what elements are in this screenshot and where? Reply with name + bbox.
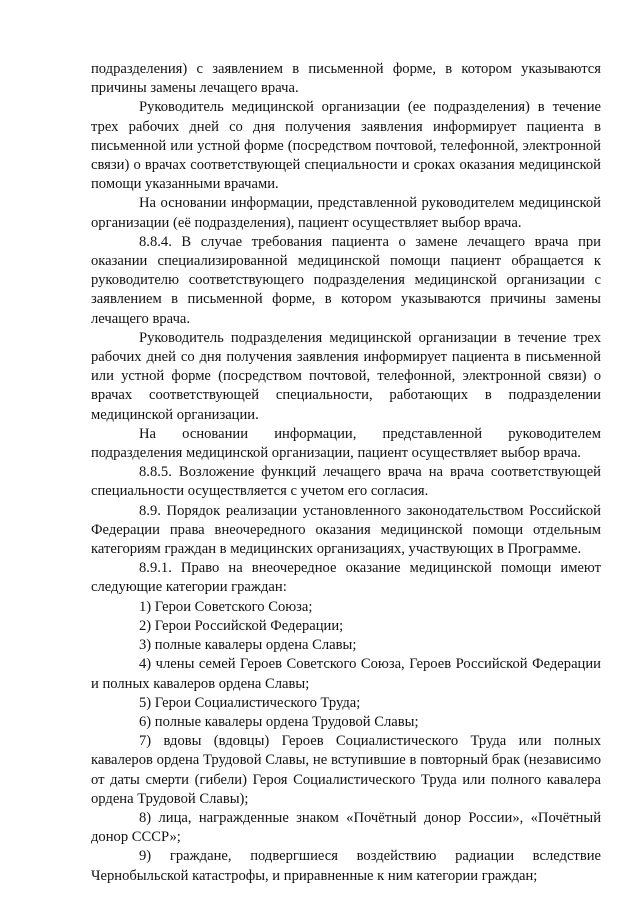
paragraph-subdivision-head-informs: Руководитель подразделения медицинской организации в течение трех рабочих дней со дня получения заявления информирует пациента в письменной или устной форме (посредством почтовой, телефонной, электронной связи) о врачах соответствующей специальности, работающих в подразделении медицинской организации. — [91, 329, 601, 423]
list-item-2: 2) Герои Российской Федерации; — [139, 617, 344, 634]
paragraph-choice-of-doctor: На основании информации, представленной руководителем медицинской организации (её подразделения), пациент осуществляет выбор врача. — [91, 195, 601, 231]
paragraph-subdivision-choice: На основании информации, представленной руководителем подразделения медицинской организации, пациент осуществляет выбор врача. — [91, 425, 601, 462]
paragraph-8-9: 8.9. Порядок реализации установленного законодательством Российской Федерации права внеочередного оказания медицинской помощи отдельным категориям граждан в медицинских организациях, участвующих в Программе. — [91, 502, 601, 558]
paragraph-continuation: подразделения) с заявлением в письменной форме, в котором указываются причины замены лечащего врача. — [91, 61, 601, 97]
list-item-1: 1) Герои Советского Союза; — [139, 598, 313, 615]
list-item-6: 6) полные кавалеры ордена Трудовой Славы; — [139, 713, 419, 730]
document-page — [91, 60, 601, 886]
list-item-4: 4) члены семей Героев Советского Союза, Героев Российской Федерации и полных кавалеров ордена Славы; — [91, 656, 601, 692]
list-item-5: 5) Герои Социалистического Труда; — [139, 694, 361, 711]
list-item-7: 7) вдовы (вдовцы) Героев Социалистического Труда или полных кавалеров ордена Трудовой Славы, не вступившие в повторный брак (независимо от даты смерти (гибели) Героя Социалистического Труда или полного кавалера ордена Трудовой Славы); — [91, 733, 601, 807]
paragraph-8-8-5: 8.8.5. Возложение функций лечащего врача на врача соответствующей специальности осуществляется с учетом его согласия. — [91, 464, 601, 500]
list-item-8: 8) лица, награжденные знаком «Почётный донор России», «Почётный донор СССР»; — [91, 809, 601, 846]
list-item-3: 3) полные кавалеры ордена Славы; — [139, 637, 357, 654]
paragraph-8-9-1: 8.9.1. Право на внеочередное оказание медицинской помощи имеют следующие категории граждан: — [91, 560, 601, 596]
list-item-9: 9) граждане, подвергшиеся воздействию радиации вследствие Чернобыльской катастрофы, и приравненные к ним категории граждан; — [91, 848, 601, 884]
paragraph-head-informs: Руководитель медицинской организации (ее подразделения) в течение трех рабочих дней со дня получения заявления информирует пациента в письменной или устной форме (посредством почтовой, телефонной, электронной связи) о врачах соответствующей специальности и сроках оказания медицинской помощи указанными врачами. — [91, 99, 601, 193]
paragraph-8-8-4: 8.8.4. В случае требования пациента о замене лечащего врача при оказании специализированной медицинской помощи пациент обращается к руководителю соответствующего подразделения медицинской организации с заявлением в письменной форме, в котором указываются причины замены лечащего врача. — [91, 233, 601, 327]
